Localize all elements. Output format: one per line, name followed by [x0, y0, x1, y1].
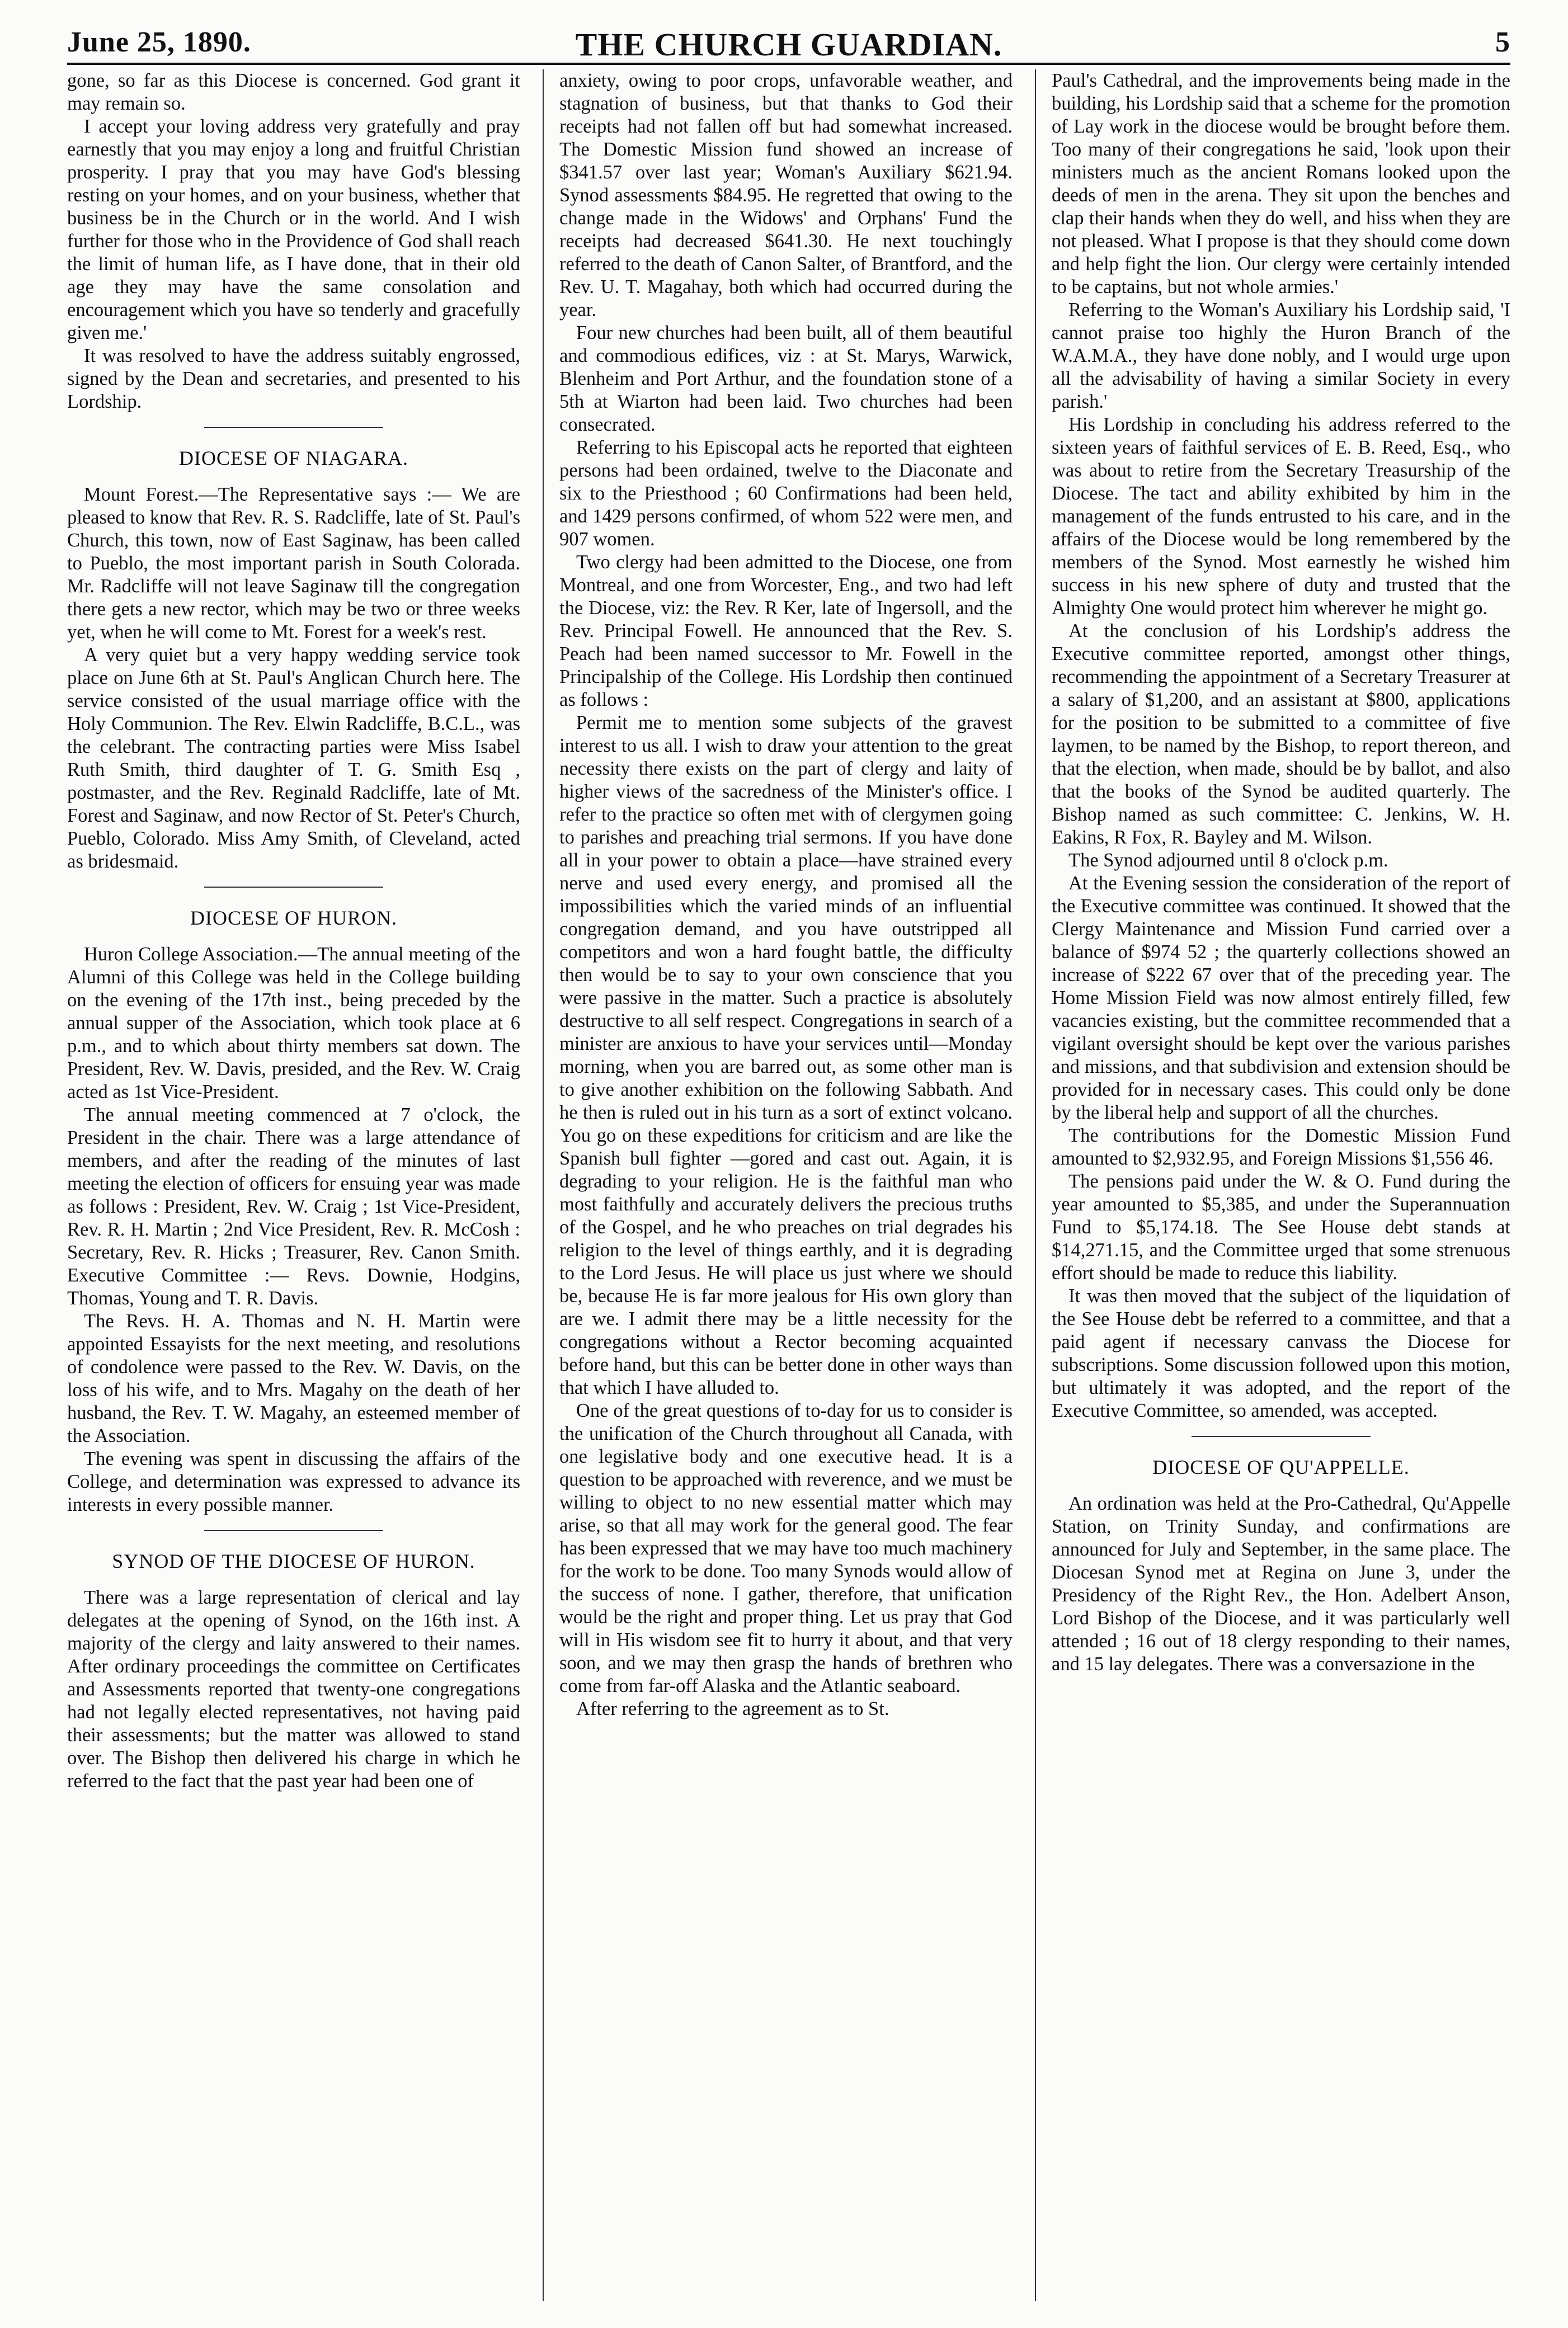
- paragraph: gone, so far as this Diocese is concerned. God grant it may remain so.: [67, 70, 520, 114]
- paragraph: The pensions paid under the W. & O. Fund during the year amounted to $5,385, and under the Superannuation Fund to $5,174.18. The See House debt stands at $14,271.15, and the Committee urged that some strenuous effort should be made to reduce this liability.: [1052, 1171, 1510, 1284]
- column-divider: [543, 69, 544, 2301]
- section-heading: DIOCESE OF QU'APPELLE.: [1152, 1456, 1410, 1478]
- section-rule: [204, 1530, 383, 1531]
- paragraph: anxiety, owing to poor crops, unfavorable weather, and stagnation of business, but that thanks to God their receipts had not fallen off but had somewhat increased. The Domestic Mission fund showed an increase of $341.57 over last year; Woman's Auxiliary $621.94. Synod assessments $84.95. He regretted that owing to the change made in the Widows' and Orphans' Fund the receipts had decreased $641.30. He next touchingly referred to the death of Canon Salter, of Brantford, and the Rev. U. T. Magahay, both which had occurred during the year.: [559, 70, 1013, 321]
- section-heading: SYNOD OF THE DIOCESE OF HURON.: [112, 1550, 475, 1572]
- page-number: 5: [1495, 26, 1510, 58]
- section-rule: [204, 427, 383, 428]
- paragraph: It was resolved to have the address suitably engrossed, signed by the Dean and secretaries, and presented to his Lordship.: [67, 345, 520, 412]
- paragraph: Referring to the Woman's Auxiliary his Lordship said, 'I cannot praise too highly the Huron Branch of the W.A.M.A., they have done nobly, and I would urge upon all the advisability of having a similar Society in every parish.': [1052, 299, 1510, 412]
- section-rule: [1192, 1436, 1371, 1437]
- paragraph: At the Evening session the consideration of the report of the Executive committee was continued. It showed that the Clergy Maintenance and Mission Fund carried over a balance of $974 52 ; the quarterly collections showed an increase of $222 67 over that of the preceding year. The Home Mission Field was now almost entirely filled, few vacancies existing, but the committee recommended that a vigilant oversight should be kept over the various parishes and missions, and that subdivision and extension should be provided for in necessary cases. This could only be done by the liberal help and support of all the churches.: [1052, 873, 1510, 1123]
- issue-date: June 25, 1890.: [67, 26, 251, 58]
- paragraph: The evening was spent in discussing the affairs of the College, and determination was expressed to advance its interests in every possible manner.: [67, 1448, 520, 1515]
- paragraph: Two clergy had been admitted to the Diocese, one from Montreal, and one from Worcester, Eng., and two had left the Diocese, viz: the Rev. R Ker, late of Ingersoll, and the Rev. Principal Fowell. He announced that the Rev. S. Peach had been named successor to Mr. Fowell in the Principalship of the College. His Lordship then continued as follows :: [559, 552, 1013, 710]
- column-2: [559, 69, 1013, 2301]
- paragraph: There was a large representation of clerical and lay delegates at the opening of Synod, on the 16th inst. A majority of the clergy and laity answered to their names. After ordinary proceedings the committee on Certificates and Assessments reported that twenty-one congregations had not legally elected representatives, not having paid their assessments; but the matter was allowed to stand over. The Bishop then delivered his charge in which he referred to the fact that the past year had been one of: [67, 1587, 520, 1792]
- column-1: [67, 69, 520, 2301]
- paragraph: At the conclusion of his Lordship's address the Executive committee reported, amongst other things, recommending the appointment of a Secretary Treasurer at a salary of $1,200, and an assistant at $800, applications for the position to be submitted to a committee of five laymen, to be named by the Bishop, to report thereon, and that the election, when made, should be by ballot, and also that the books of the Synod be audited quarterly. The Bishop named as such committee: C. Jenkins, W. H. Eakins, R Fox, R. Bayley and M. Wilson.: [1052, 620, 1510, 848]
- column-3: [1052, 69, 1510, 2301]
- paragraph: The Revs. H. A. Thomas and N. H. Martin were appointed Essayists for the next meeting, and resolutions of condolence were passed to the Rev. W. Davis, on the loss of his wife, and to Mrs. Magahy on the death of her husband, the Rev. T. W. Magahy, an esteemed member of the Association.: [67, 1311, 520, 1446]
- paragraph: Paul's Cathedral, and the improvements being made in the building, his Lordship said that a scheme for the promotion of Lay work in the diocese would be brought before them. Too many of their congregations he said, 'look upon their ministers much as the ancient Romans looked upon the deeds of men in the arena. They sit upon the benches and clap their hands when they do well, and hiss when they are not pleased. What I propose is that they should come down and help fight the lion. Our clergy were certainly intended to be captains, but not whole armies.': [1052, 70, 1510, 298]
- paragraph: A very quiet but a very happy wedding service took place on June 6th at St. Paul's Anglican Church here. The service consisted of the usual marriage office with the Holy Communion. The Rev. Elwin Radcliffe, B.C.L., was the celebrant. The contracting parties were Miss Isabel Ruth Smith, third daughter of T. G. Smith Esq , postmaster, and the Rev. Reginald Radcliffe, late of Mt. Forest and Saginaw, and now Rector of St. Peter's Church, Pueblo, Colorado. Miss Amy Smith, of Cleveland, acted as bridesmaid.: [67, 644, 520, 872]
- paragraph: Huron College Association.—The annual meeting of the Alumni of this College was held in the College building on the evening of the 17th inst., being preceded by the annual supper of the Association, which took place at 6 p.m., and to which about thirty members sat down. The President, Rev. W. Davis, presided, and the Rev. W. Craig acted as 1st Vice-President.: [67, 944, 520, 1102]
- masthead-rule: [67, 63, 1510, 65]
- paragraph: Permit me to mention some subjects of the gravest interest to us all. I wish to draw your attention to the great necessity there exists on the part of clergy and laity of higher views of the sacredness of the Minister's office. I refer to the practice so often met with of clergymen going to parishes and preaching trial sermons. If you have done all in your power to obtain a place—have strained every nerve and used every energy, and promised all the impossibilities which the varied minds of an influential congregation demand, and you have outstripped all competitors and won a hard fought battle, the difficulty then would be to say to your own conscience that you were passive in the matter. Such a practice is absolutely destructive to all self respect. Congregations in search of a minister are anxious to have your services until—Monday morning, when you are barred out, as some other man is to give another exhibition on the following Sabbath. And he then is ruled out in his turn as a sort of extinct volcano. You go on these expeditions for criticism and are like the Spanish bull fighter —gored and cast out. Again, it is degrading to your religion. He is the faithful man who most faithfully and accurately delivers the precious truths of the Gospel, and he who preaches on trial degrades his religion to the level of things earthly, and it is degrading to the Lord Jesus. He will place us just where we should be, because He is far more jealous for His own glory than are we. I admit there may be a little necessity for the congregations without a Rector becoming acquainted before hand, but this can be better done in other ways than that which I have alluded to.: [559, 712, 1013, 1398]
- paragraph: The contributions for the Domestic Mission Fund amounted to $2,932.95, and Foreign Missions $1,556 46.: [1052, 1125, 1510, 1169]
- paragraph: It was then moved that the subject of the liquidation of the See House debt be referred to a committee, and that a paid agent if necessary canvass the Diocese for subscriptions. Some discussion followed upon this motion, but ultimately it was adopted, and the report of the Executive Committee, so amended, was accepted.: [1052, 1285, 1510, 1421]
- paragraph: Referring to his Episcopal acts he reported that eighteen persons had been ordained, twelve to the Diaconate and six to the Priesthood ; 60 Confirmations had been held, and 1429 persons confirmed, of whom 522 were men, and 907 women.: [559, 437, 1013, 550]
- paragraph: After referring to the agreement as to St.: [576, 1698, 889, 1719]
- section-heading: DIOCESE OF NIAGARA.: [178, 447, 408, 469]
- paragraph: One of the great questions of to-day for us to consider is the unification of the Church throughout all Canada, with one legislative body and one executive head. It is a question to be approached with reverence, and we must be willing to object to no new essential matter which may arise, so that all may work for the general good. The fear has been expressed that we may have too much machinery for the work to be done. Too many Synods would allow of the success of none. I gather, therefore, that unification would be the right and proper thing. Let us pray that God will in His wisdom see fit to hurry it about, and that very soon, and we may then grasp the hands of brethren who come from far-off Alaska and the Atlantic seaboard.: [559, 1400, 1013, 1696]
- paragraph: Four new churches had been built, all of them beautiful and commodious edifices, viz : at St. Marys, Warwick, Blenheim and Port Arthur, and the foundation stone of a 5th at Wiarton had been laid. Two churches had been consecrated.: [559, 322, 1013, 435]
- column-divider: [1035, 69, 1036, 2301]
- paragraph: Mount Forest.—The Representative says :— We are pleased to know that Rev. R. S. Radcliffe, late of St. Paul's Church, this town, now of East Saginaw, has been called to Pueblo, the most important parish in South Colorada. Mr. Radcliffe will not leave Saginaw till the congregation there gets a new rector, which may be two or three weeks yet, when he will come to Mt. Forest for a week's rest.: [67, 484, 520, 643]
- paragraph: The annual meeting commenced at 7 o'clock, the President in the chair. There was a large attendance of members, and after the reading of the minutes of last meeting the election of officers for ensuing year was made as follows : President, Rev. W. Craig ; 1st Vice-President, Rev. R. H. Martin ; 2nd Vice President, Rev. R. McCosh : Secretary, Rev. R. Hicks ; Treasurer, Rev. Canon Smith. Executive Committee :— Revs. Downie, Hodgins, Thomas, Young and T. R. Davis.: [67, 1104, 520, 1309]
- section-heading: DIOCESE OF HURON.: [190, 907, 398, 929]
- paragraph: His Lordship in concluding his address referred to the sixteen years of faithful services of E. B. Reed, Esq., who was about to retire from the Secretary Treasurship of the Diocese. The tact and ability exhibited by him in the management of the funds entrusted to his care, and in the affairs of the Diocese would be long remembered by the members of the Synod. Most earnestly he wished him success in his new sphere of duty and trusted that the Almighty One would protect him wherever he might go.: [1052, 414, 1510, 619]
- section-rule: [204, 887, 383, 888]
- paragraph: I accept your loving address very gratefully and pray earnestly that you may enjoy a long and fruitful Christian prosperity. I pray that you may have God's blessing resting on your homes, and on your business, whether that business be in the Church or in the world. And I wish further for those who in the Providence of God shall reach the limit of human life, as I have done, that in their old age they may have the same consolation and encouragement which you have so tenderly and gracefully given me.': [67, 116, 520, 343]
- paragraph: An ordination was held at the Pro-Cathedral, Qu'Appelle Station, on Trinity Sunday, and confirmations are announced for July and September, in the same place. The Diocesan Synod met at Regina on June 3, under the Presidency of the Right Rev., the Hon. Adelbert Anson, Lord Bishop of the Diocese, and it was particularly well attended ; 16 out of 18 clergy responding to their names, and 15 lay delegates. There was a conversazione in the: [1052, 1493, 1510, 1675]
- paper-title: THE CHURCH GUARDIAN.: [575, 26, 1002, 63]
- paragraph: The Synod adjourned until 8 o'clock p.m.: [1068, 850, 1388, 871]
